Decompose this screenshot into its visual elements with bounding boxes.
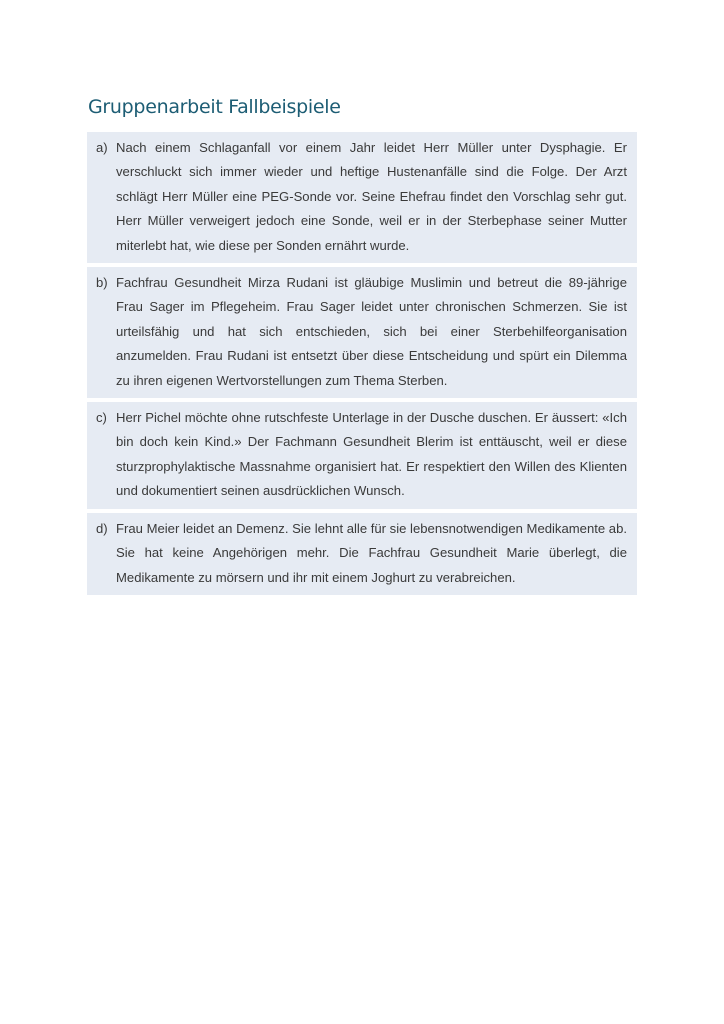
case-item-a [87, 132, 637, 263]
page-title: Gruppenarbeit Fallbeispiele [88, 96, 341, 118]
case-letter: d) [96, 520, 108, 536]
case-letter: a) [96, 140, 108, 155]
case-letter: b) [96, 275, 108, 291]
case-text: Nach einem Schlaganfall vor einem Jahr leidet Herr Müller unter Dysphagie. Er verschluckt sich immer wieder und heftige Hustenanfälle sind die Folge. Der Arzt schlägt Herr Müller eine PEG-Sonde vor. Seine Ehefrau findet den Vorschlag sehr gut. Herr Müller verweigert jedoch eine Sonde, weil er in der Sterbephase seiner Mutter miterlebt hat, wie diese per Sonden ernährt wurde. [116, 140, 627, 253]
case-letter: c) [96, 410, 107, 426]
case-text: Frau Meier leidet an Demenz. Sie lehnt alle für sie lebensnotwendigen Medikamente ab. Sie hat keine Angehörigen mehr. Die Fachfrau Gesundheit Marie überlegt, die Medikamente zu mörsern und ihr mit einem Joghurt zu verabreichen. [116, 520, 627, 585]
case-item-b [87, 267, 637, 398]
case-list [87, 132, 637, 599]
case-text: Fachfrau Gesundheit Mirza Rudani ist gläubige Muslimin und betreut die 89-jährige Frau Sager im Pflegeheim. Frau Sager leidet unter chronischen Schmerzen. Sie ist urteilsfähig und hat sich entschieden, sich bei einer Sterbehilfeorganisation anzumelden. Frau Rudani ist entsetzt über diese Entscheidung und spürt ein Dilemma zu ihren eigenen Wertvorstellungen zum Thema Sterben. [116, 275, 627, 388]
case-item-d [87, 513, 637, 595]
case-item-c [87, 402, 637, 509]
case-text: Herr Pichel möchte ohne rutschfeste Unterlage in der Dusche duschen. Er äussert: «Ich bin doch kein Kind.» Der Fachmann Gesundheit Blerim ist enttäuscht, weil er diese sturzprophylaktische Massnahme organisiert hat. Er respektiert den Willen des Klienten und dokumentiert seinen ausdrücklichen Wunsch. [116, 410, 627, 499]
